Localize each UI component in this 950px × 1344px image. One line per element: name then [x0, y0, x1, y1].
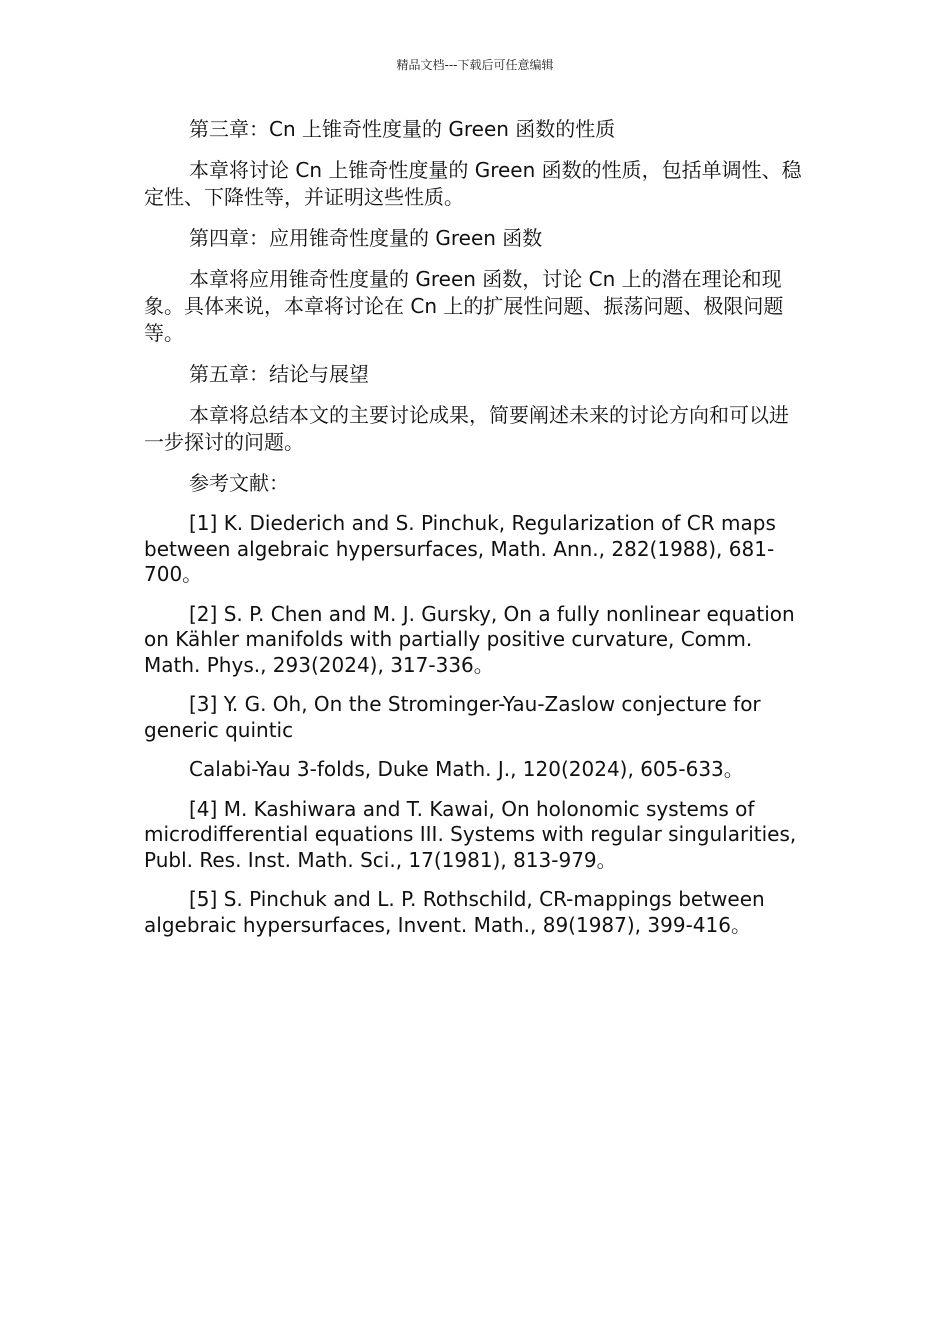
- reference-item-4: [4] M. Kashiwara and T. Kawai, On holonomic systems of microdifferential equations III. Systems with regular singularities, Publ. Res. Inst. Math. Sci., 17(1981), 813-979。: [144, 796, 797, 872]
- references-heading: 参考文献：: [189, 471, 289, 495]
- chapter-5-heading: 第五章：结论与展望: [189, 362, 369, 386]
- page-header: 精品文档---下载后可任意编辑: [396, 58, 554, 72]
- chapter-4-summary: 本章将应用锥奇性度量的 Green 函数，讨论 Cn 上的潜在理论和现象。具体来说，本章将讨论在 Cn 上的扩展性问题、振荡问题、极限问题等。: [144, 267, 784, 345]
- chapter-3-heading: 第三章：Cn 上锥奇性度量的 Green 函数的性质: [189, 117, 616, 141]
- reference-item-2: [2] S. P. Chen and M. J. Gursky, On a fully nonlinear equation on Kähler manifolds with partially positive curvature, Comm. Math. Phys., 293(2024), 317-336。: [144, 601, 795, 677]
- chapter-4-heading: 第四章：应用锥奇性度量的 Green 函数: [189, 226, 543, 250]
- chapter-3-summary: 本章将讨论 Cn 上锥奇性度量的 Green 函数的性质，包括单调性、稳定性、下降性等，并证明这些性质。: [144, 158, 802, 209]
- reference-item-5: [5] S. Pinchuk and L. P. Rothschild, CR-mappings between algebraic hypersurfaces, Invent. Math., 89(1987), 399-416。: [144, 887, 765, 937]
- document-body: [144, 116, 808, 952]
- chapter-5-summary: 本章将总结本文的主要讨论成果，简要阐述未来的讨论方向和可以进一步探讨的问题。: [144, 403, 789, 454]
- reference-item-3: [3] Y. G. Oh, On the Strominger-Yau-Zaslow conjecture for generic quintic: [144, 692, 761, 742]
- reference-item-1: [1] K. Diederich and S. Pinchuk, Regularization of CR maps between algebraic hypersurfaces, Math. Ann., 282(1988), 681-700。: [144, 511, 776, 586]
- reference-item-3-continued: Calabi-Yau 3-folds, Duke Math. J., 120(2024), 605-633。: [189, 757, 744, 781]
